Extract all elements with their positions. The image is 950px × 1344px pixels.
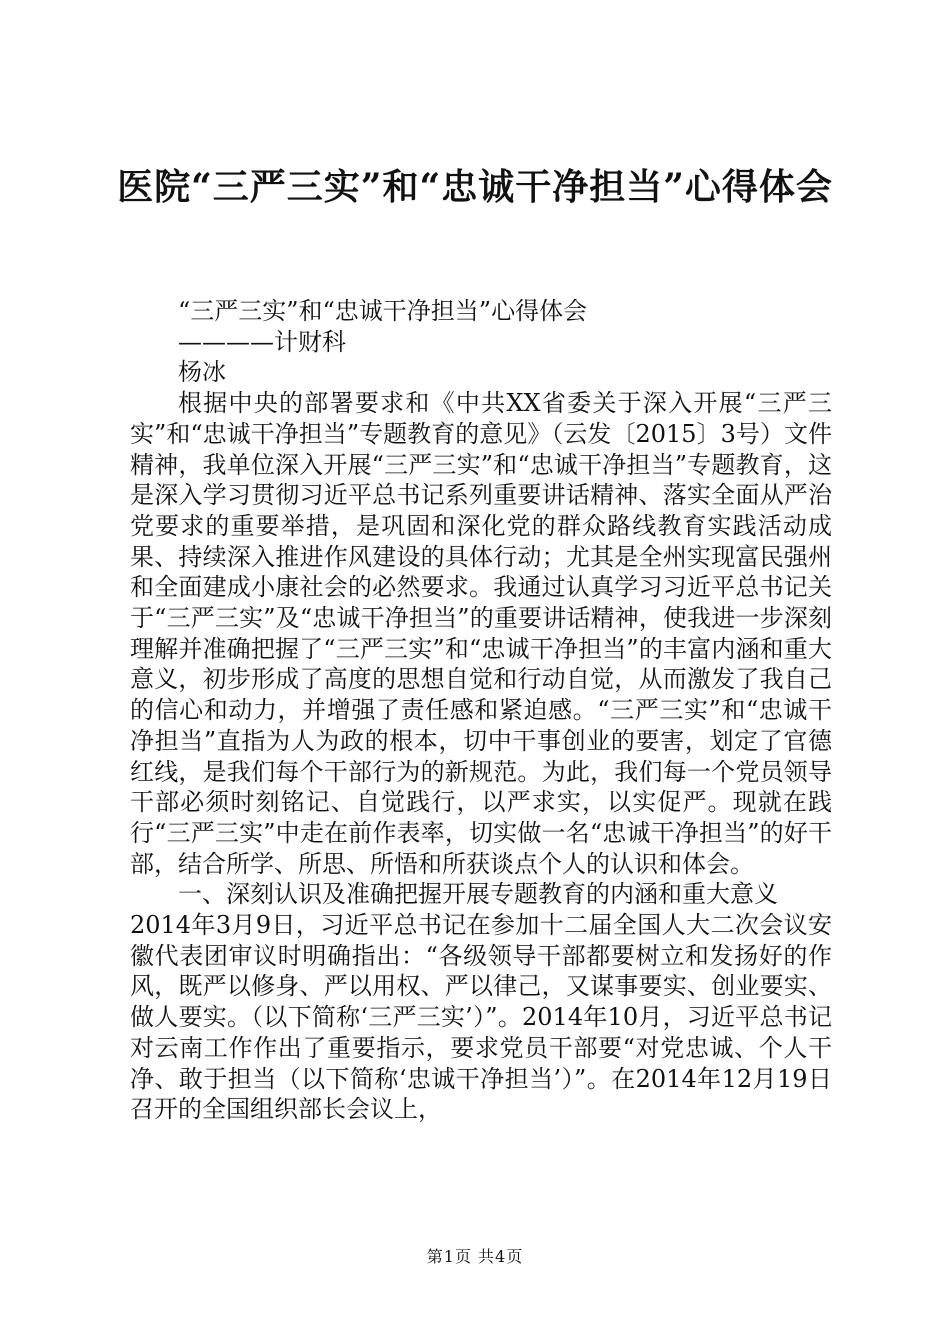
document-title: 医院“三严三实”和“忠诚干净担当”心得体会 bbox=[117, 166, 833, 208]
author-name: 杨冰 bbox=[178, 358, 226, 387]
section-heading-1: 一、深刻认识及准确把握开展专题教育的内涵和重大意义 bbox=[178, 880, 778, 909]
subtitle: “三严三实”和“忠诚干净担当”心得体会 bbox=[178, 297, 588, 325]
paragraph-intro: 根据中央的部署要求和《中共XX省委关于深入开展“三严三实”和“忠诚干净担当”专题教育的意见》（云发〔2015〕3号）文件精神，我单位深入开展“三严三实”和“忠诚干净担当”专题教育，这是深入学习贯彻习近平总书记系列重要讲话精神、落实全面从严治党要求的重要举措，是巩固和深化党的群众路线教育实践活动成果、持续深入推进作风建设的具体行动；尤其是全州实现富民强州和全面建成小康社会的必然要求。我通过认真学习习近平总书记关于“三严三实”及“忠诚干净担当”的重要讲话精神，使我进一步深刻理解并准确把握了“三严三实”和“忠诚干净担当”的丰富内涵和重大意义，初步形成了高度的思想自觉和行动自觉，从而激发了我自己的信心和动力，并增强了责任感和紧迫感。“三严三实”和“忠诚干净担当”直指为人为政的根本，切中干事创业的要害，划定了官德红线，是我们每个干部行为的新规范。为此，我们每一个党员领导干部必须时刻铭记、自觉践行，以严求实，以实促严。现就在践行“三严三实”中走在前作表率，切实做一名“忠诚干净担当”的好干部，结合所学、所思、所悟和所获谈点个人的认识和体会。 bbox=[130, 389, 832, 878]
paragraph-section-1: 2014年3月9日，习近平总书记在参加十二届全国人大二次会议安徽代表团审议时明确指出：“各级领导干部都要树立和发扬好的作风，既严以修身、严以用权、严以律己，又谋事要实、创业要实、做人要实。（以下简称‘三严三实’）”。2014年10月，习近平总书记对云南工作作出了重要指示，要求党员干部要“对党忠诚、个人干净、敢于担当（以下简称‘忠诚干净担当’）”。在2014年12月19日召开的全国组织部长会议上， bbox=[130, 911, 832, 1124]
document-body bbox=[130, 296, 832, 1125]
department-line: ————计财科 bbox=[178, 327, 346, 356]
page-number: 第1页 共4页 bbox=[426, 1247, 524, 1266]
